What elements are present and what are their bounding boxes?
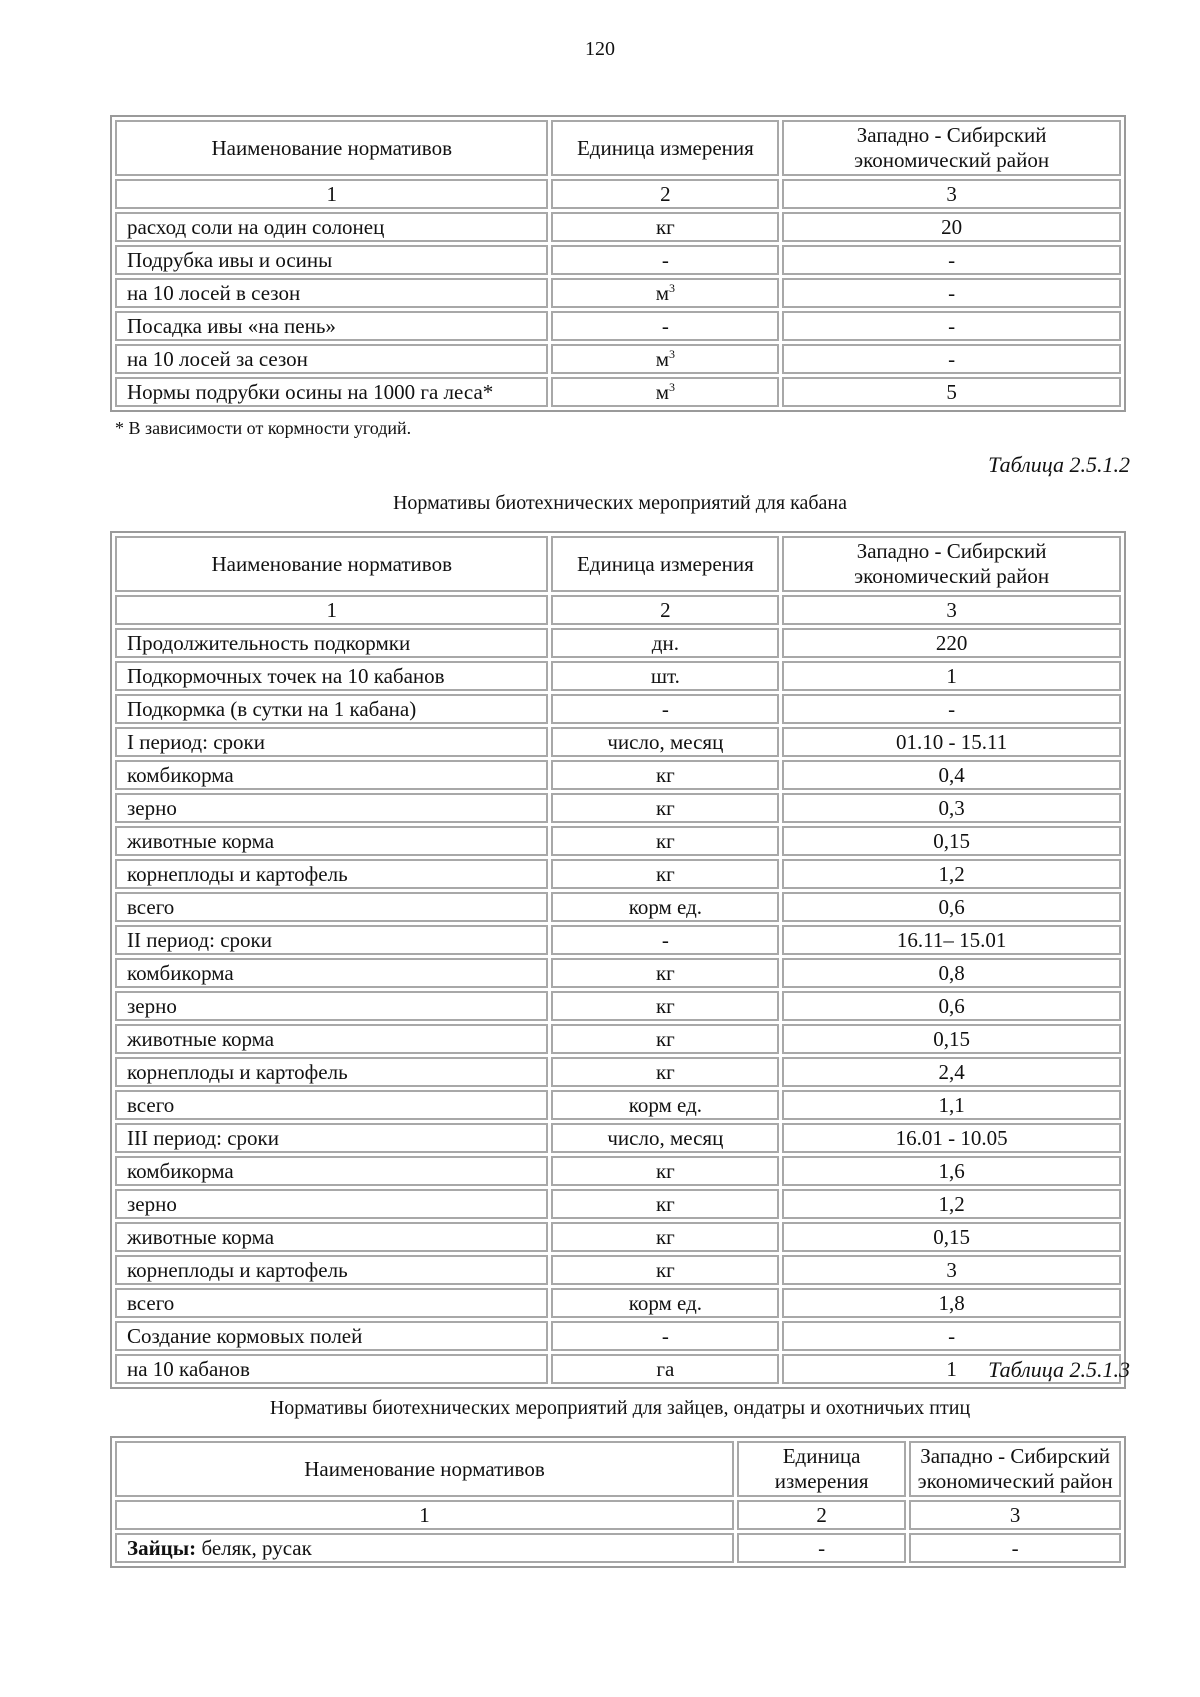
row-name: животные корма xyxy=(115,826,548,856)
table-row xyxy=(115,1189,1121,1219)
row-value: - xyxy=(782,245,1121,275)
header-unit: Единица измерения xyxy=(551,120,779,176)
row-value: 220 xyxy=(782,628,1121,658)
row-value: - xyxy=(782,694,1121,724)
row-value: - xyxy=(782,1321,1121,1351)
boar-norms-table xyxy=(110,531,1126,1389)
table-row xyxy=(115,1321,1121,1351)
table-row xyxy=(115,727,1121,757)
row-name: Создание кормовых полей xyxy=(115,1321,548,1351)
table-caption: Таблица 2.5.1.3 xyxy=(988,1357,1130,1382)
header-region: Западно - Сибирский экономический район xyxy=(782,120,1121,176)
header-unit: Единица измерения xyxy=(737,1441,906,1497)
table-row xyxy=(115,925,1121,955)
row-value: 16.01 - 10.05 xyxy=(782,1123,1121,1153)
row-unit: - xyxy=(551,245,779,275)
row-name: Подкормка (в сутки на 1 кабана) xyxy=(115,694,548,724)
table-header-row xyxy=(115,536,1121,592)
row-unit: - xyxy=(551,694,779,724)
row-unit: корм ед. xyxy=(551,1090,779,1120)
row-unit: корм ед. xyxy=(551,1288,779,1318)
table-row xyxy=(115,311,1121,341)
row-value: 0,6 xyxy=(782,991,1121,1021)
row-name-rest: беляк, русак xyxy=(196,1536,312,1560)
col-number: 3 xyxy=(909,1500,1121,1530)
header-name: Наименование нормативов xyxy=(115,1441,734,1497)
row-value: - xyxy=(782,344,1121,374)
row-name: на 10 лосей в сезон xyxy=(115,278,548,308)
row-name: I период: сроки xyxy=(115,727,548,757)
table-row xyxy=(115,1533,1121,1563)
page-number: 120 xyxy=(585,38,615,60)
row-name: на 10 лосей за сезон xyxy=(115,344,548,374)
row-value: 1 xyxy=(782,1354,1121,1384)
row-unit: корм ед. xyxy=(551,892,779,922)
row-unit: - xyxy=(551,1321,779,1351)
hare-muskrat-birds-norms-table xyxy=(110,1436,1126,1568)
table-row xyxy=(115,278,1121,308)
row-value: 2,4 xyxy=(782,1057,1121,1087)
header-name: Наименование нормативов xyxy=(115,120,548,176)
row-name: зерно xyxy=(115,991,548,1021)
row-name: комбикорма xyxy=(115,1156,548,1186)
row-unit: шт. xyxy=(551,661,779,691)
header-region: Западно - Сибирский экономический район xyxy=(909,1441,1121,1497)
row-value: 5 xyxy=(782,377,1121,407)
row-unit: $м^3$ xyxy=(551,344,779,374)
row-name: всего xyxy=(115,892,548,922)
table-title: Нормативы биотехнических мероприятий для кабана xyxy=(392,492,847,514)
table-row xyxy=(115,1123,1121,1153)
row-unit: кг xyxy=(551,212,779,242)
header-region: Западно - Сибирский экономический район xyxy=(782,536,1121,592)
col-number: 1 xyxy=(115,1500,734,1530)
table-row xyxy=(115,1222,1121,1252)
col-number: 1 xyxy=(115,179,548,209)
row-name: расход соли на один солонец xyxy=(115,212,548,242)
col-number: 2 xyxy=(551,595,779,625)
row-name: на 10 кабанов xyxy=(115,1354,548,1384)
table-row xyxy=(115,1354,1121,1384)
table-row xyxy=(115,245,1121,275)
table-row xyxy=(115,991,1121,1021)
row-name: II период: сроки xyxy=(115,925,548,955)
row-value: 0,6 xyxy=(782,892,1121,922)
moose-norms-table xyxy=(110,115,1126,412)
row-unit: число, месяц xyxy=(551,1123,779,1153)
row-name: Подрубка ивы и осины xyxy=(115,245,548,275)
row-value: 0,15 xyxy=(782,1222,1121,1252)
table-row xyxy=(115,859,1121,889)
table-row xyxy=(115,661,1121,691)
header-unit: Единица измерения xyxy=(551,536,779,592)
row-value: - xyxy=(782,311,1121,341)
table-row xyxy=(115,1090,1121,1120)
column-number-row xyxy=(115,179,1121,209)
row-name: всего xyxy=(115,1090,548,1120)
row-value: 0,15 xyxy=(782,1024,1121,1054)
col-number: 1 xyxy=(115,595,548,625)
row-name: животные корма xyxy=(115,1222,548,1252)
row-name: корнеплоды и картофель xyxy=(115,1255,548,1285)
row-unit: - xyxy=(737,1533,906,1563)
row-unit: кг xyxy=(551,1189,779,1219)
row-value: 0,8 xyxy=(782,958,1121,988)
table-header-row xyxy=(115,120,1121,176)
row-unit: кг xyxy=(551,958,779,988)
row-unit: - xyxy=(551,925,779,955)
table-row xyxy=(115,892,1121,922)
row-value: 20 xyxy=(782,212,1121,242)
row-name: комбикорма xyxy=(115,760,548,790)
row-name: зерно xyxy=(115,793,548,823)
row-value: 3 xyxy=(782,1255,1121,1285)
row-unit: кг xyxy=(551,760,779,790)
col-number: 2 xyxy=(551,179,779,209)
col-number: 2 xyxy=(737,1500,906,1530)
row-name: животные корма xyxy=(115,1024,548,1054)
table-row xyxy=(115,826,1121,856)
row-unit: га xyxy=(551,1354,779,1384)
row-value: 01.10 - 15.11 xyxy=(782,727,1121,757)
table-row xyxy=(115,1057,1121,1087)
row-unit: кг xyxy=(551,1255,779,1285)
row-name: Продолжительность подкормки xyxy=(115,628,548,658)
row-name: корнеплоды и картофель xyxy=(115,859,548,889)
table-row xyxy=(115,212,1121,242)
row-value: 0,3 xyxy=(782,793,1121,823)
row-value: 1,6 xyxy=(782,1156,1121,1186)
row-name xyxy=(115,1533,734,1563)
row-value: 0,4 xyxy=(782,760,1121,790)
row-unit: кг xyxy=(551,859,779,889)
row-value: 1,1 xyxy=(782,1090,1121,1120)
row-value: 1,2 xyxy=(782,1189,1121,1219)
row-name: корнеплоды и картофель xyxy=(115,1057,548,1087)
row-unit: кг xyxy=(551,1156,779,1186)
row-value: - xyxy=(782,278,1121,308)
row-value: 0,15 xyxy=(782,826,1121,856)
row-name: комбикорма xyxy=(115,958,548,988)
unit-exponent: 3 xyxy=(669,380,675,394)
row-name: Подкормочных точек на 10 кабанов xyxy=(115,661,548,691)
row-value: - xyxy=(909,1533,1121,1563)
table-row xyxy=(115,628,1121,658)
row-name: Нормы подрубки осины на 1000 га леса* xyxy=(115,377,548,407)
row-unit: кг xyxy=(551,991,779,1021)
unit-exponent: 3 xyxy=(669,281,675,295)
table-caption: Таблица 2.5.1.2 xyxy=(988,452,1130,477)
table-row xyxy=(115,1255,1121,1285)
row-name-bold: Зайцы: xyxy=(127,1536,197,1560)
row-unit: кг xyxy=(551,1057,779,1087)
row-unit: $м^3$ xyxy=(551,278,779,308)
row-unit: число, месяц xyxy=(551,727,779,757)
row-unit: кг xyxy=(551,793,779,823)
table-row xyxy=(115,694,1121,724)
row-unit: - xyxy=(551,311,779,341)
table-row xyxy=(115,793,1121,823)
col-number: 3 xyxy=(782,179,1121,209)
table-row xyxy=(115,1288,1121,1318)
row-unit: кг xyxy=(551,1024,779,1054)
footnote: * В зависимости от кормности угодий. xyxy=(115,418,412,438)
table-row xyxy=(115,958,1121,988)
table-row xyxy=(115,344,1121,374)
column-number-row xyxy=(115,1500,1121,1530)
table-row xyxy=(115,1156,1121,1186)
table-row xyxy=(115,760,1121,790)
table-title: Нормативы биотехнических мероприятий для зайцев, ондатры и охотничьих птиц xyxy=(269,1397,971,1419)
row-unit: дн. xyxy=(551,628,779,658)
row-name: III период: сроки xyxy=(115,1123,548,1153)
row-name: зерно xyxy=(115,1189,548,1219)
row-unit: кг xyxy=(551,826,779,856)
table-row xyxy=(115,377,1121,407)
header-name: Наименование нормативов xyxy=(115,536,548,592)
row-unit: кг xyxy=(551,1222,779,1252)
row-unit: $м^3$ xyxy=(551,377,779,407)
row-value: 16.11– 15.01 xyxy=(782,925,1121,955)
col-number: 3 xyxy=(782,595,1121,625)
table-row xyxy=(115,1024,1121,1054)
table-header-row xyxy=(115,1441,1121,1497)
row-value: 1,8 xyxy=(782,1288,1121,1318)
row-name: Посадка ивы «на пень» xyxy=(115,311,548,341)
row-value: 1,2 xyxy=(782,859,1121,889)
column-number-row xyxy=(115,595,1121,625)
row-value: 1 xyxy=(782,661,1121,691)
row-name: всего xyxy=(115,1288,548,1318)
unit-exponent: 3 xyxy=(669,347,675,361)
